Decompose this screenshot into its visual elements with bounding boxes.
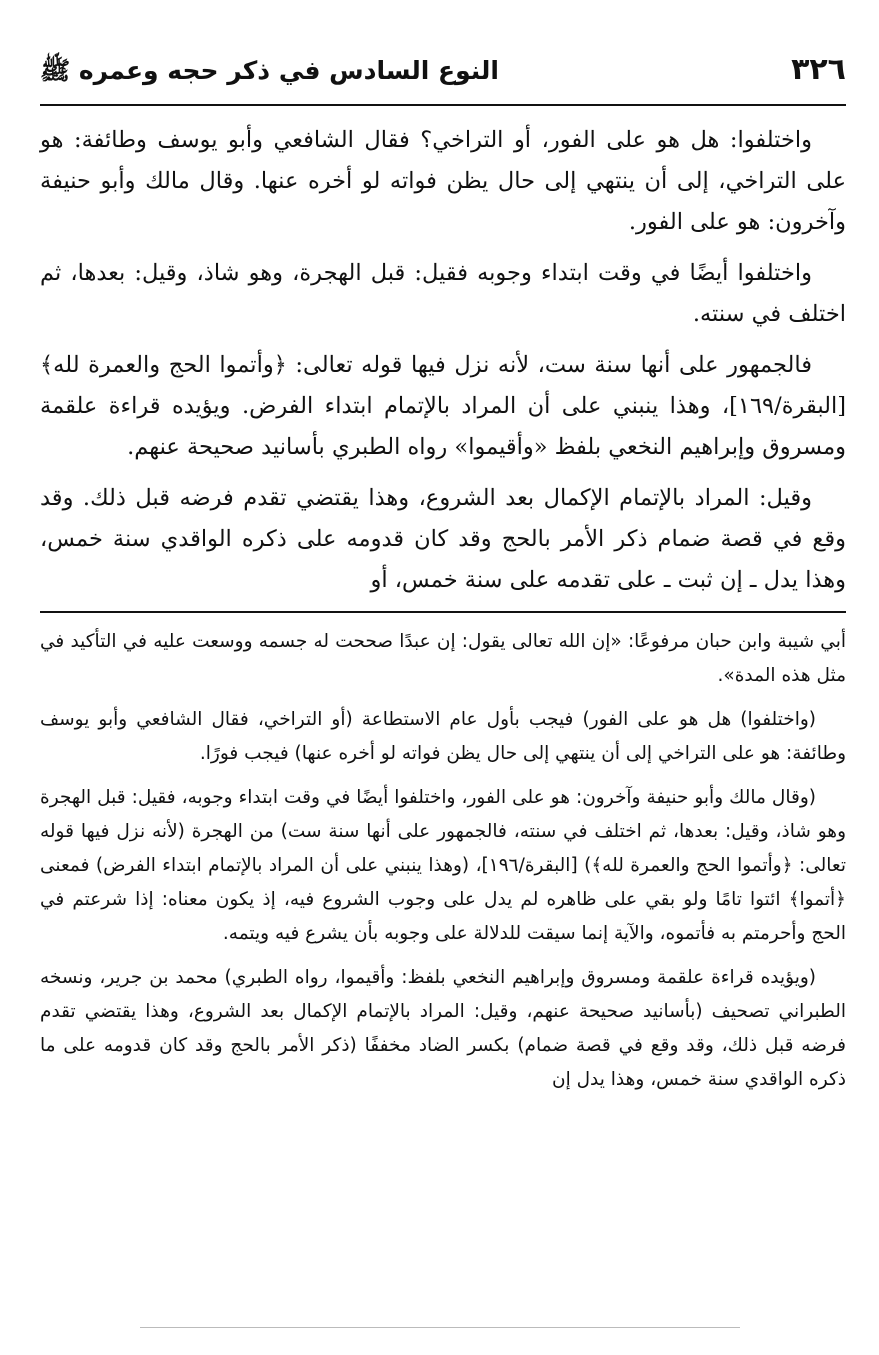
- page-header: [40, 52, 846, 102]
- running-title: النوع السادس في ذكر حجه وعمره ﷺ: [40, 56, 499, 85]
- commentary-paragraph: (وقال مالك وأبو حنيفة وآخرون: هو على الفور، واختلفوا أيضًا في وقت ابتداء وجوبه، فقيل: قبل الهجرة وهو شاذ، وقيل: بعدها، ثم اختلف في سنته، فالجمهور على أنها سنة ست) من الهجرة (لأنه نزل فيها قوله تعالى: ﴿وأتموا الحج والعمرة لله﴾) [البقرة/١٩٦]، (وهذا ينبني على أن المراد بالإتمام ابتداء الفرض) فمعنى ﴿أتموا﴾ ائتوا تامًا ولو بقي على ظاهره لم يدل على وجوب الشروع فيه، إذ يكون معناه: إذا شرعتم في الحج وأحرمتم به فأتموه، والآية إنما سيقت للدلالة على وجوبه بأن يشرع فيه ويتمه.: [40, 787, 846, 944]
- page-number: ٣٢٦: [791, 52, 846, 87]
- page-content: [40, 52, 846, 1107]
- commentary-paragraph: أبي شيبة وابن حبان مرفوعًا: «إن الله تعالى يقول: إن عبدًا صححت له جسمه ووسعت عليه في التأكيد في مثل هذه المدة».: [40, 631, 846, 686]
- header-rule: [40, 104, 846, 106]
- main-paragraph: واختلفوا أيضًا في وقت ابتداء وجوبه فقيل: قبل الهجرة، وهو شاذ، وقيل: بعدها، ثم اختلف في سنته.: [40, 260, 846, 327]
- bottom-rule: [140, 1327, 740, 1328]
- commentary-paragraph: (ويؤيده قراءة علقمة ومسروق وإبراهيم النخعي بلفظ: وأقيموا، رواه الطبري) محمد بن جرير، ونسخه الطبراني تصحيف (بأسانيد صحيحة عنهم، وقيل: المراد بالإتمام الإكمال بعد الشروع، وهذا يقتضي تقدم فرضه قبل ذلك، وقد وقع في قصة ضمام) بكسر الضاد مخففًا (ذكر الأمر بالحج وقد كان قدومه على ما ذكره الواقدي سنة خمس، وهذا يدل إن: [40, 967, 846, 1090]
- main-paragraph: وقيل: المراد بالإتمام الإكمال بعد الشروع، وهذا يقتضي تقدم فرضه قبل ذلك. وقد وقع في قصة ضمام ذكر الأمر بالحج وقد كان قدومه على ذكره الواقدي سنة خمس، وهذا يدل ـ إن ثبت ـ على تقدمه على سنة خمس، أو: [40, 485, 846, 593]
- main-text: [40, 120, 846, 601]
- commentary: [40, 625, 846, 1097]
- main-paragraph: فالجمهور على أنها سنة ست، لأنه نزل فيها قوله تعالى: ﴿وأتموا الحج والعمرة لله﴾ [البقرة/١٦٩]، وهذا ينبني على أن المراد بالإتمام ابتداء الفرض. ويؤيده قراءة علقمة ومسروق وإبراهيم النخعي بلفظ «وأقيموا» رواه الطبري بأسانيد صحيحة عنهم.: [40, 352, 846, 460]
- main-paragraph: واختلفوا: هل هو على الفور، أو التراخي؟ فقال الشافعي وأبو يوسف وطائفة: هو على التراخي، إلى أن ينتهي إلى حال يظن فواته لو أخره عنها. وقال مالك وأبو حنيفة وآخرون: هو على الفور.: [40, 127, 846, 235]
- commentary-paragraph: (واختلفوا) هل هو على الفور) فيجب بأول عام الاستطاعة (أو التراخي، فقال الشافعي وأبو يوسف وطائفة: هو على التراخي إلى أن ينتهي إلى حال يظن فواته لو أخره عنها) فيجب فورًا.: [40, 709, 846, 764]
- commentary-separator: [40, 611, 846, 613]
